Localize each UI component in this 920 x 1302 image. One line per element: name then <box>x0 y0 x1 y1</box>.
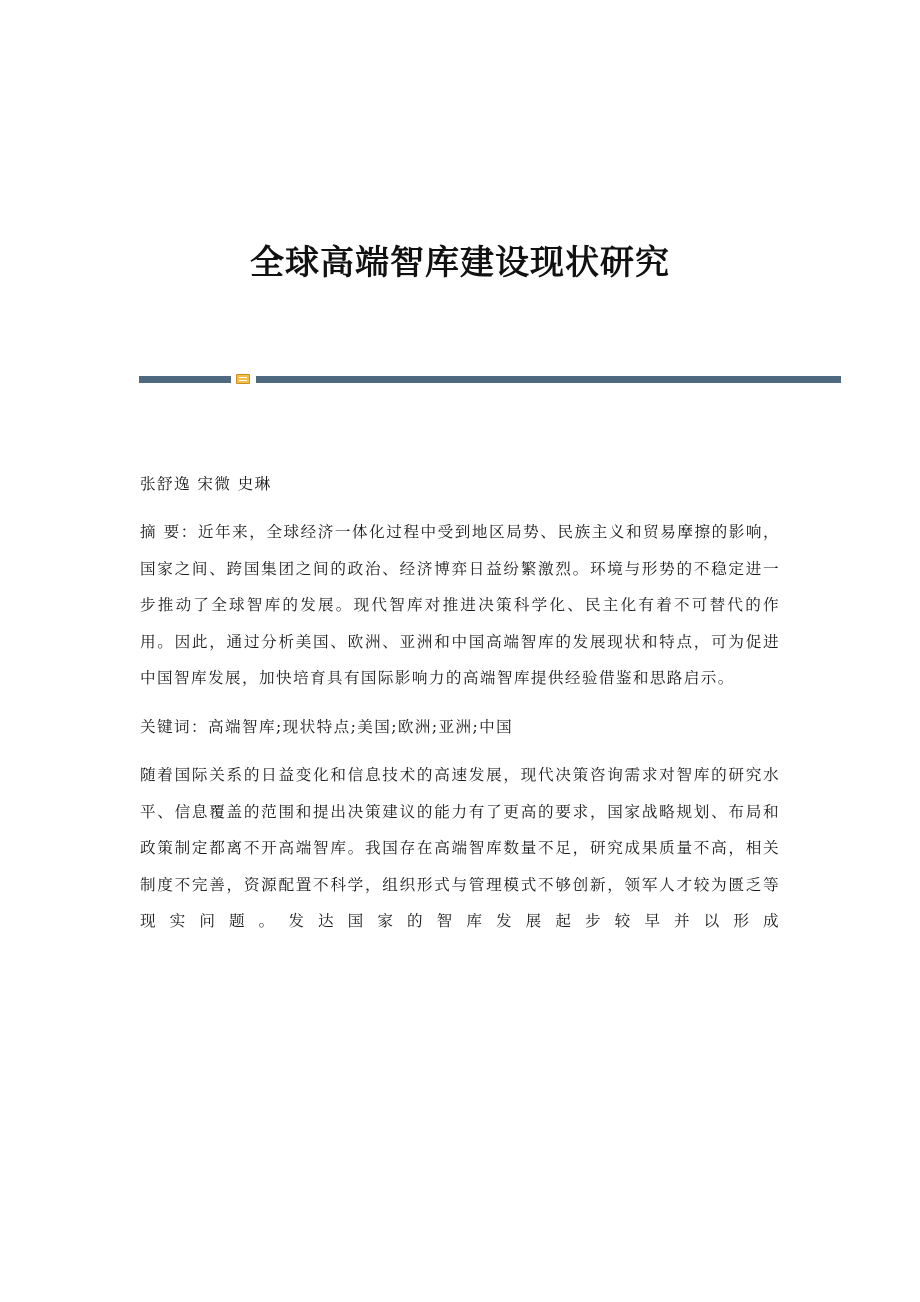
abstract-paragraph: 摘 要：近年来，全球经济一体化过程中受到地区局势、民族主义和贸易摩擦的影响，国家之间、跨国集团之间的政治、经济博弈日益纷繁激烈。环境与形势的不稳定进一步推动了全球智库的发展。现代智库对推进决策科学化、民主化有着不可替代的作用。因此，通过分析美国、欧洲、亚洲和中国高端智库的发展现状和特点，可为促进中国智库发展，加快培育具有国际影响力的高端智库提供经验借鉴和思路启示。 <box>140 523 780 688</box>
authors-line: 张舒逸 宋微 史琳 <box>140 475 272 493</box>
divider-bar-right <box>256 376 841 383</box>
body-paragraph: 随着国际关系的日益变化和信息技术的高速发展，现代决策咨询需求对智库的研究水平、信息覆盖的范围和提出决策建议的能力有了更高的要求，国家战略规划、布局和政策制定都离不开高端智库。我国存在高端智库数量不足，研究成果质量不高，相关制度不完善，资源配置不科学，组织形式与管理模式不够创新，领军人才较为匮乏等现实问题。发达国家的智库发展起步较早并以形成 <box>140 765 780 931</box>
document-badge-icon <box>236 374 250 384</box>
divider-bar-left <box>139 376 231 383</box>
article-content <box>140 466 780 940</box>
keywords-line: 关键词：高端智库;现状特点;美国;欧洲;亚洲;中国 <box>140 717 514 736</box>
title-divider <box>139 372 841 386</box>
page-title: 全球高端智库建设现状研究 <box>250 242 670 283</box>
